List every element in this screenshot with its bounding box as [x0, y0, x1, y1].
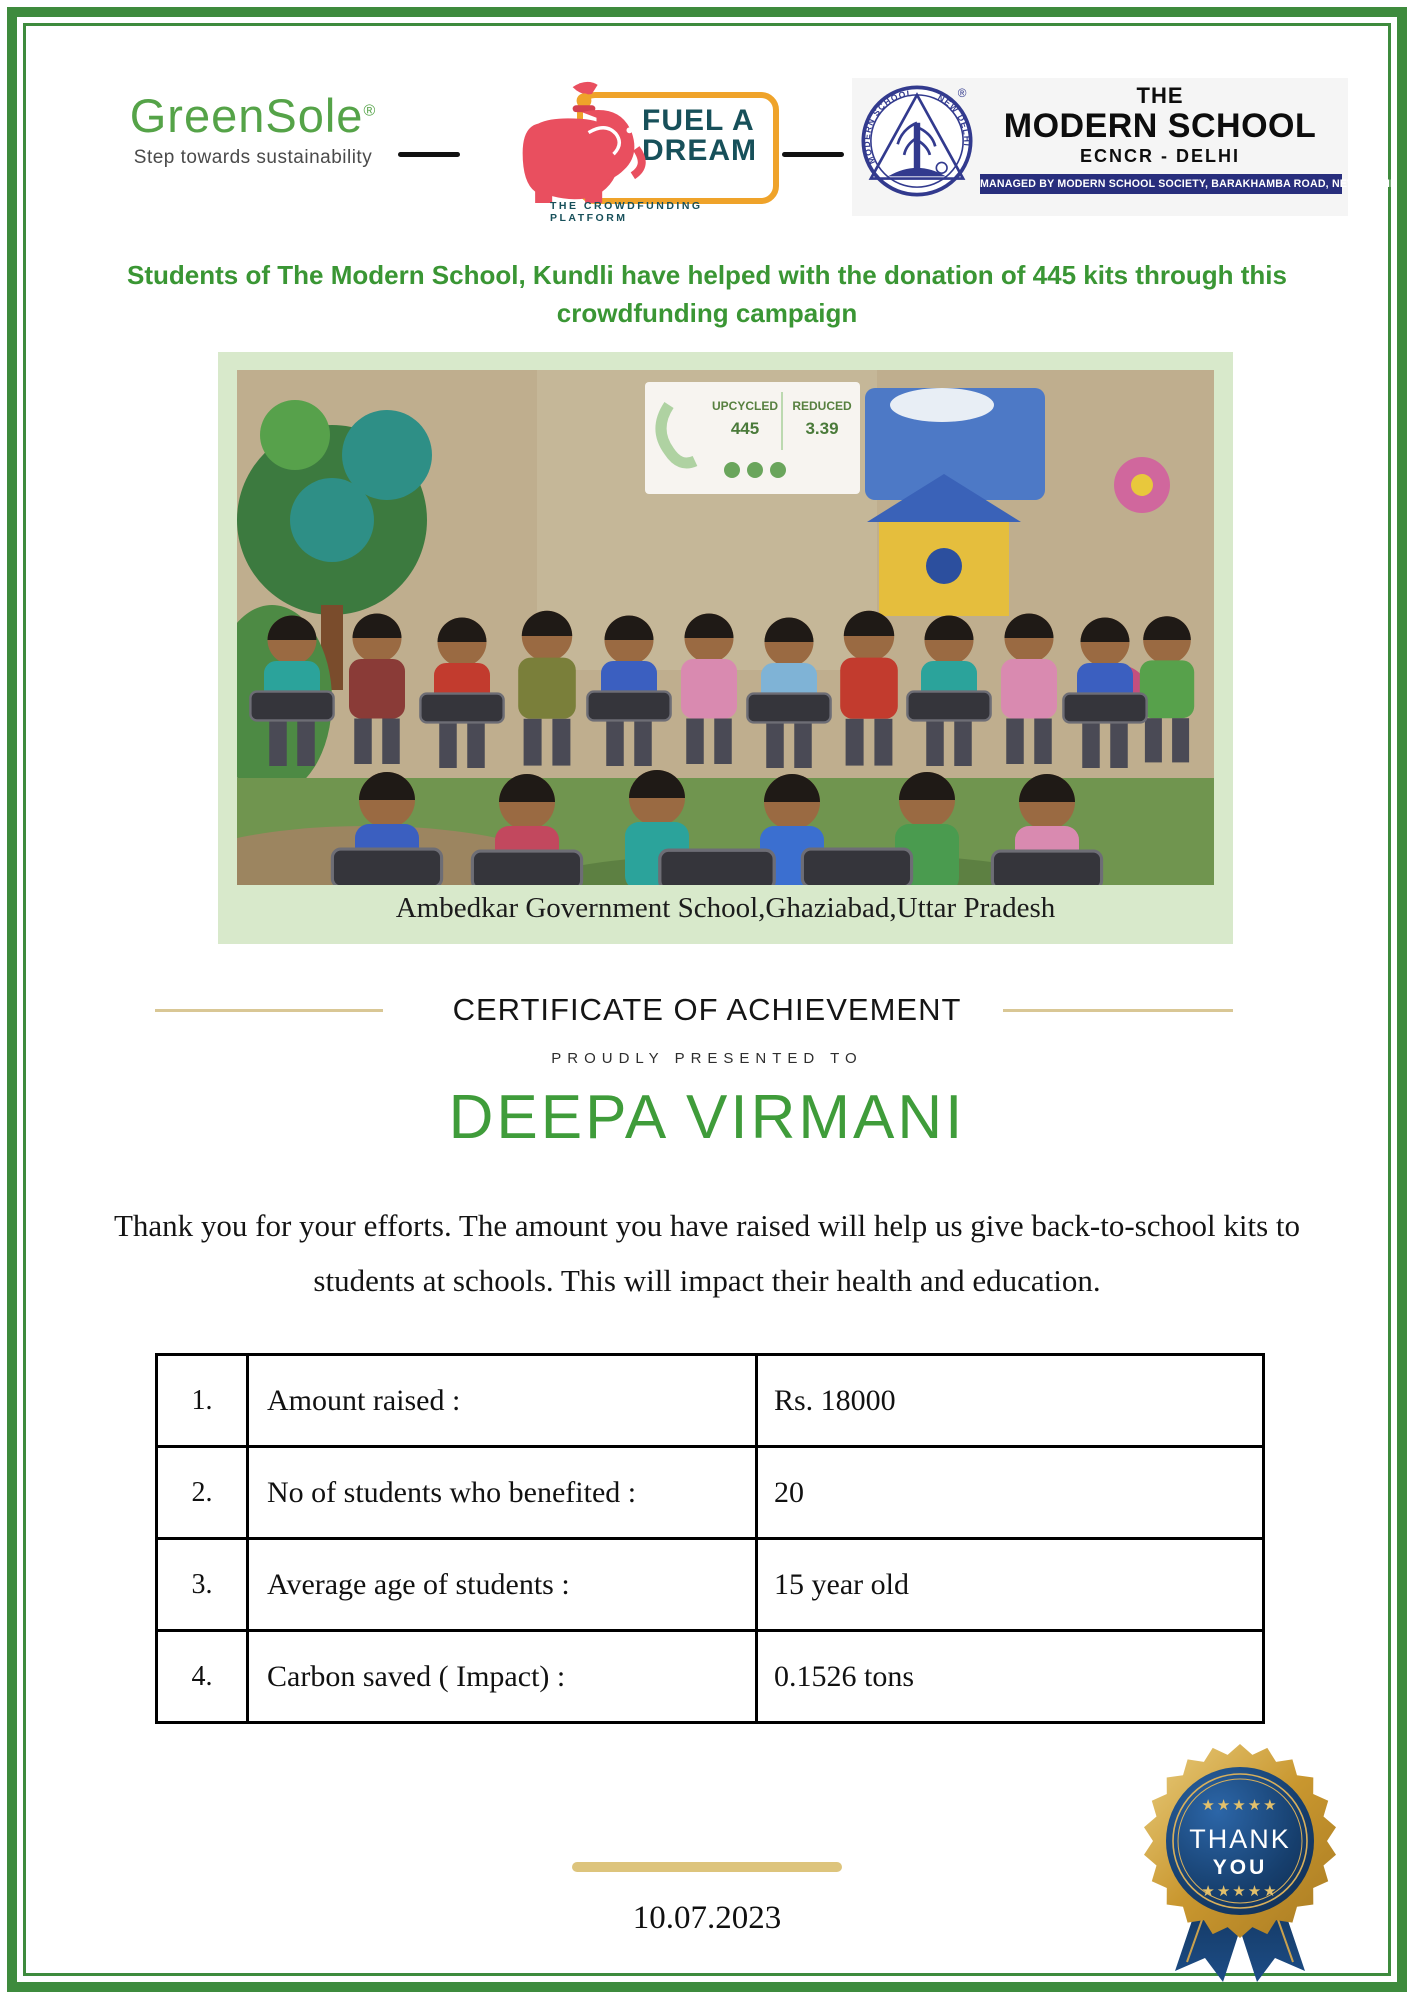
emblem-arc-left-text: MODERN SCHOOL	[861, 87, 914, 166]
table-row	[157, 1539, 1264, 1631]
row-label: Amount raised :	[248, 1355, 757, 1447]
row-label: Carbon saved ( Impact) :	[248, 1631, 757, 1723]
impact-table	[155, 1353, 1265, 1724]
fueladream-tagline: THE CROWDFUNDING PLATFORM	[550, 200, 703, 224]
certificate-title: CERTIFICATE OF ACHIEVEMENT	[452, 992, 962, 1027]
photo-caption: Ambedkar Government School,Ghaziabad,Uttar Pradesh	[395, 892, 1056, 924]
thank-you-badge	[1135, 1738, 1345, 1988]
row-value: 15 year old	[757, 1539, 1264, 1631]
certificate-date: 10.07.2023	[632, 1900, 782, 1936]
badge-thank-text: THANK	[1189, 1824, 1291, 1854]
greensole-logo	[118, 89, 388, 169]
badge-stars-bottom: ★★★★★	[1201, 1883, 1279, 1900]
presented-to-label: PROUDLY PRESENTED TO	[551, 1050, 863, 1067]
modern-school-banner: MANAGED BY MODERN SCHOOL SOCIETY, BARAKHAMBA ROAD, NEW DELHI	[980, 174, 1342, 194]
row-number: 1.	[157, 1355, 248, 1447]
reduced-label: REDUCED	[792, 399, 852, 413]
elephant-piggybank-icon	[514, 78, 654, 203]
row-label: No of students who benefited :	[248, 1447, 757, 1539]
row-label: Average age of students :	[248, 1539, 757, 1631]
greensole-wordmark: GreenSole®	[129, 89, 377, 142]
row-value: 0.1526 tons	[757, 1631, 1264, 1723]
registered-mark-icon: ®	[957, 86, 967, 101]
separator-dash-icon	[782, 152, 844, 157]
greensole-tagline: Step towards sustainability	[133, 147, 373, 168]
photo-panel	[218, 352, 1233, 944]
upcycled-value: 445	[730, 419, 760, 438]
footer-gold-rule	[572, 1862, 842, 1872]
modern-school-logo	[852, 78, 1394, 216]
upcycled-label: UPCYCLED	[711, 399, 779, 413]
school-kids-photo	[237, 370, 1214, 885]
row-value: Rs. 18000	[757, 1355, 1264, 1447]
title-rule-right	[1003, 1009, 1233, 1012]
row-value: 20	[757, 1447, 1264, 1539]
reduced-value: 3.39	[805, 419, 839, 438]
photo-impact-overlay	[645, 382, 860, 494]
separator-dash-icon	[398, 152, 460, 157]
table-row	[157, 1355, 1264, 1447]
modern-school-wordmark: THE MODERN SCHOOL ECNCR - DELHI	[1003, 83, 1317, 166]
registered-mark-icon: ®	[363, 102, 377, 120]
campaign-headline: Students of The Modern School, Kundli have helped with the donation of 445 kits through this crowdfunding campaign	[127, 260, 1287, 328]
emblem-arc-right-text: NEW DELHI	[936, 92, 973, 148]
thank-you-message: Thank you for your efforts. The amount you have raised will help us give back-to-school kits to students at schools. This will impact their health and education.	[113, 1208, 1301, 1298]
badge-you-text: YOU	[1212, 1856, 1268, 1879]
table-row	[157, 1631, 1264, 1723]
fueladream-wordmark: FUEL A DREAM	[642, 104, 757, 167]
table-row	[157, 1447, 1264, 1539]
row-number: 2.	[157, 1447, 248, 1539]
row-number: 3.	[157, 1539, 248, 1631]
row-number: 4.	[157, 1631, 248, 1723]
badge-stars-top: ★★★★★	[1201, 1797, 1279, 1814]
recipient-name: DEEPA VIRMANI	[448, 1083, 966, 1152]
modern-school-emblem-icon	[858, 82, 976, 200]
